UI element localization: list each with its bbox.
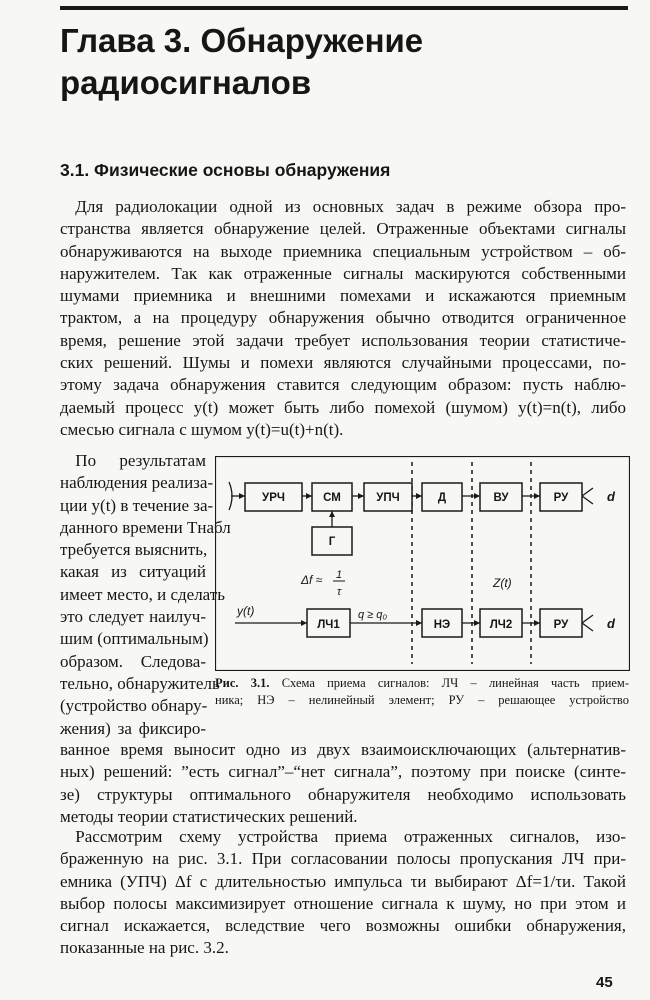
output-label: d	[607, 616, 615, 631]
paragraph-line: выбор полосы максимизирует отношение сигнала к шуму, но при этом и	[60, 893, 626, 913]
caption-line: ника; НЭ – нелинейный элемент; РУ – решающее устройство	[215, 693, 629, 707]
input-label: y(t)	[237, 604, 255, 618]
paragraph-observation	[60, 450, 231, 740]
paragraph-line: Рассмотрим схему устройства приема отраженных сигналов, изо-	[75, 827, 626, 846]
paragraph-line: емника (УПЧ) Δf с длительностью импульса τи выбирают Δf=1/τи. Такой	[60, 871, 626, 891]
paragraph-line: обнаруживаются на выходе приемника специальным устройством – об-	[60, 241, 626, 261]
block-label: УПЧ	[376, 492, 400, 504]
paragraph-line: какая из ситуаций	[60, 562, 206, 582]
caption-label: Рис. 3.1.	[215, 676, 270, 690]
paragraph-line: время, решение этой задачи требует использования теории статистиче-	[60, 330, 626, 350]
caption-line	[215, 675, 629, 692]
paragraph-line: странства является обнаружение целей. Отраженные объектами сигналы	[60, 219, 626, 239]
paragraph-line: образом. Следова-	[60, 651, 206, 671]
bandwidth-numerator: 1	[335, 569, 343, 581]
paragraph-line: смесью сигнала с шумом y(t)=u(t)+n(t).	[60, 419, 344, 439]
block-label: УРЧ	[262, 492, 285, 504]
chapter-title-line2: радиосигналов	[60, 64, 312, 101]
page-number: 45	[596, 974, 613, 991]
z-label: Z(t)	[493, 576, 512, 590]
block-label: Г	[328, 536, 336, 548]
bandwidth-label: Δf ≈	[301, 573, 323, 587]
paragraph-line: наружителем. Так как отраженные сигналы маскируются собственными	[60, 263, 626, 283]
block-diagram	[215, 456, 630, 671]
bandwidth-denominator: τ	[336, 586, 342, 598]
paragraph-line: даемый процесс y(t) может быть либо помехой (шумом) y(t)=n(t), либо	[60, 397, 626, 417]
paragraph-line: это следует наилуч-	[60, 607, 206, 627]
paragraph-line: зе) структуры оптимального обнаружителя необходимо использовать	[60, 784, 626, 804]
paragraph-line: шим (оптимальным)	[60, 629, 209, 649]
paragraph-line: Для радиолокации одной из основных задач в режиме обзора про-	[75, 197, 626, 216]
section-title: 3.1. Физические основы обнаружения	[60, 160, 391, 180]
paragraph-line: тельно, обнаружитель	[60, 673, 220, 693]
paragraph-line: трактом, а на процедуру обнаружения обычно отводится ограниченное	[60, 308, 626, 328]
threshold-label: q ≥ q₀	[358, 609, 388, 621]
chapter-title-line1: Глава 3. Обнаружение	[60, 22, 424, 59]
paragraph-decision	[60, 739, 626, 828]
block-label: ЛЧ1	[317, 619, 340, 631]
paragraph-line: имеет место, и сделать	[60, 584, 225, 604]
top-rule	[60, 6, 628, 10]
paragraph-line: методы теории статистических решений.	[60, 806, 358, 826]
paragraph-line: ных) решений: ”есть сигнал”–“нет сигнала”, поэтому при поиске (синте-	[60, 762, 626, 782]
block-label: ЛЧ2	[489, 619, 513, 631]
paragraph-line: шумами приемника и внешними помехами и искажаются приемным	[60, 286, 626, 306]
chapter-title	[60, 20, 620, 104]
paragraph-line: ских решений. Шумы и помехи являются случайными процессами, по-	[60, 353, 626, 373]
paragraph-line: По результатам	[75, 451, 206, 470]
paragraph-line: ции y(t) в течение за-	[60, 495, 214, 515]
paragraph-line: этому задача обнаружения ставится следующим образом: пусть наблю-	[60, 375, 626, 395]
paragraph-line: ванное время выносит одно из двух взаимоисключающих (альтернатив-	[60, 740, 626, 759]
paragraph-line: сигнал искажается, вследствие чего возможны ошибки обнаружения,	[60, 916, 626, 936]
paragraph-line: (устройство обнару-	[60, 696, 208, 716]
output-label: d	[607, 489, 615, 504]
paragraph-line: требуется выяснить,	[60, 540, 208, 560]
paragraph-scheme	[60, 826, 626, 960]
block-label: ВУ	[493, 492, 509, 504]
block-label: РУ	[553, 619, 569, 631]
paragraph-line: жения) за фиксиро-	[60, 718, 206, 738]
paragraph-line: браженную на рис. 3.1. При согласовании полосы пропускания ЛЧ при-	[60, 849, 626, 869]
block-label: НЭ	[433, 619, 451, 631]
block-label: РУ	[553, 492, 569, 504]
figure-3-1-diagram	[215, 456, 630, 671]
paragraph-line: показанные на рис. 3.2.	[60, 938, 229, 958]
caption-text: Схема приема сигналов: ЛЧ – линейная часть прием-	[281, 676, 630, 690]
paragraph-intro	[60, 196, 626, 441]
paragraph-line: данного времени Tнабл	[60, 517, 231, 537]
paragraph-line: наблюдения реализа-	[60, 473, 214, 493]
block-label: Д	[437, 492, 447, 504]
figure-caption	[215, 675, 629, 709]
block-label: СМ	[323, 492, 341, 504]
